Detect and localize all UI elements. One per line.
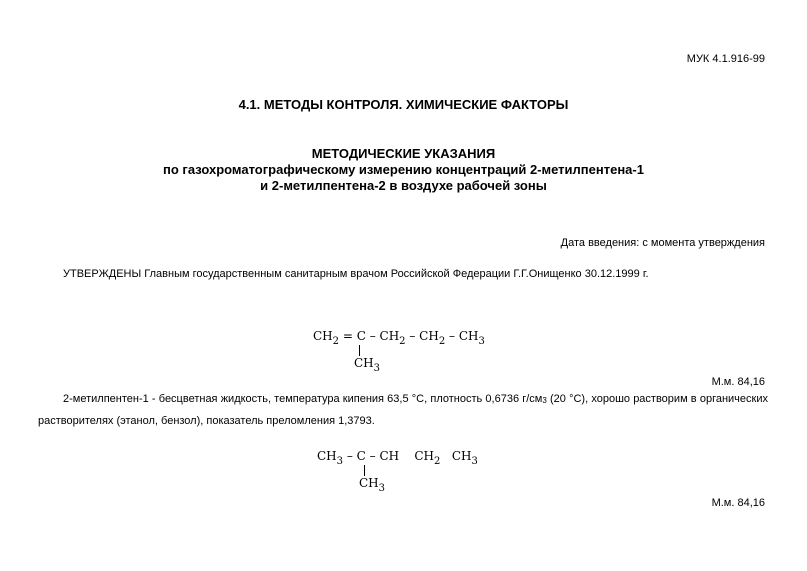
formula-branch-group [359, 476, 386, 494]
approval-statement: УТВЕРЖДЕНЫ Главным государственным санитарным врачом Российской Федерации Г.Г.Онищенко 30.12.1999 г. [63, 268, 649, 280]
formula-subscript: 3 [373, 363, 381, 374]
formula-atom: CH [313, 329, 333, 343]
paragraph-text: (20 °С), хорошо растворим в органических растворителях (этанол, бензол), показатель преломления 1,3793. [38, 393, 768, 427]
formula-atom: CH [359, 476, 379, 490]
formula-subscript: 2 [332, 336, 340, 347]
document-title-line-2: по газохроматографическому измерению концентраций 2-метилпентена-1 [163, 162, 644, 177]
formula-main-chain [317, 449, 478, 467]
document-code: МУК 4.1.916-99 [686, 53, 765, 65]
formula-subscript: 3 [471, 456, 478, 467]
formula-subscript: 3 [478, 336, 485, 347]
document-title-line-1: МЕТОДИЧЕСКИЕ УКАЗАНИЯ [311, 146, 496, 161]
document-title [0, 146, 807, 194]
formula-subscript: 2 [438, 336, 446, 347]
formula-main-chain [313, 329, 485, 347]
formula-branch-group [354, 356, 381, 374]
formula-vertical-bond [364, 465, 365, 476]
molecular-mass-1: М.м. 84,16 [711, 376, 765, 388]
formula-atom: CH [354, 356, 374, 370]
formula-subscript: 2 [399, 336, 406, 347]
formula-atom: – CH [445, 329, 479, 343]
paragraph-superscript: 3 [542, 396, 547, 405]
molecular-mass-2: М.м. 84,16 [711, 497, 765, 509]
formula-atom: CH [317, 449, 337, 463]
formula-atom: – C – CH CH [343, 449, 435, 463]
paragraph-text: 2-метилпентен-1 - бесцветная жидкость, температура кипения 63,5 °С, плотность 0,6736 г/см [63, 393, 543, 405]
substance-description-paragraph [38, 389, 768, 432]
formula-subscript: 3 [378, 483, 386, 494]
formula-subscript: 3 [336, 456, 344, 467]
formula-atom: – CH [405, 329, 439, 343]
document-title-line-3: и 2-метилпентена-2 в воздухе рабочей зоны [260, 178, 547, 193]
formula-atom: = C – CH [339, 329, 400, 343]
formula-vertical-bond [359, 345, 360, 356]
formula-subscript: 2 [434, 456, 441, 467]
section-title: 4.1. МЕТОДЫ КОНТРОЛЯ. ХИМИЧЕСКИЕ ФАКТОРЫ [238, 97, 569, 112]
introduction-date: Дата введения: с момента утверждения [560, 237, 765, 249]
formula-atom: CH [440, 449, 472, 463]
